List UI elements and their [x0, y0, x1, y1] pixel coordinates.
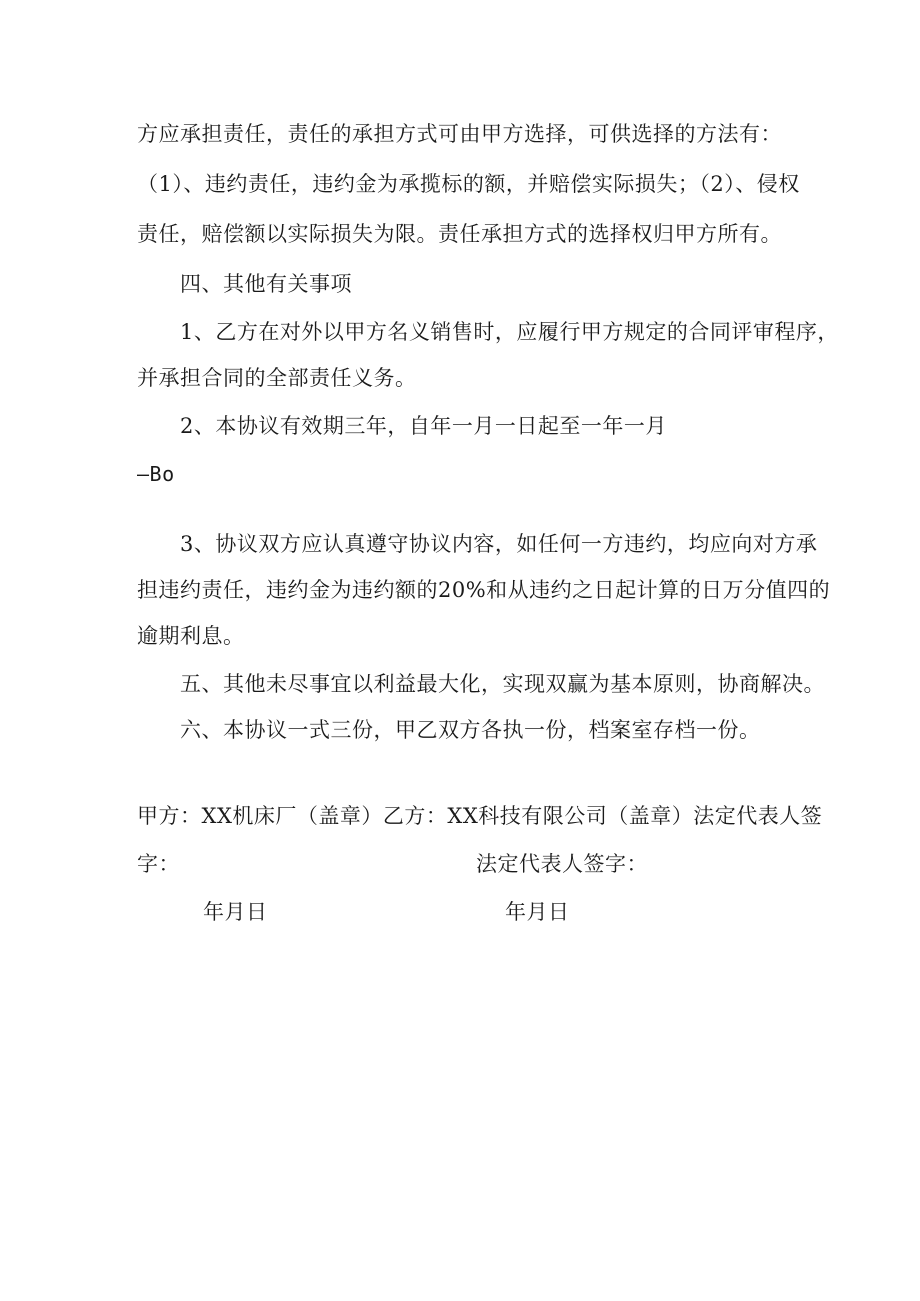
item-3-line-3: 逾期利息。	[137, 624, 245, 648]
signature-left-continuation: 字：	[137, 852, 180, 876]
item-3-line-2: 担违约责任，违约金为违约额的20%和从违约之日起计算的日万分值四的	[137, 578, 831, 602]
liability-paragraph-line-2: （1）、违约责任，违约金为承揽标的额，并赔偿实际损失；（2）、侵权	[137, 172, 800, 196]
signature-right-continuation: 法定代表人签字：	[476, 852, 648, 876]
date-left: 年月日	[203, 900, 268, 924]
section-4-heading: 四、其他有关事项	[180, 272, 352, 296]
liability-paragraph-line-3: 责任，赔偿额以实际损失为限。责任承担方式的选择权归甲方所有。	[137, 222, 782, 246]
item-2-continuation: —Bo	[137, 462, 175, 486]
signature-line: 甲方：XX机床厂（盖章）乙方：XX科技有限公司（盖章）法定代表人签	[137, 804, 823, 828]
date-right: 年月日	[505, 900, 570, 924]
item-1-line-1: 1、乙方在对外以甲方名义销售时，应履行甲方规定的合同评审程序，	[180, 320, 839, 344]
section-5-line: 五、其他未尽事宜以利益最大化，实现双赢为基本原则，协商解决。	[180, 672, 825, 696]
liability-paragraph-line-1: 方应承担责任，责任的承担方式可由甲方选择，可供选择的方法有：	[137, 122, 782, 146]
item-1-line-2: 并承担合同的全部责任义务。	[137, 366, 417, 390]
section-6-line: 六、本协议一式三份，甲乙双方各执一份，档案室存档一份。	[180, 718, 761, 742]
item-3-line-1: 3、协议双方应认真遵守协议内容，如任何一方违约，均应向对方承	[180, 532, 818, 556]
item-2-line: 2、本协议有效期三年，自年一月一日起至一年一月	[180, 414, 667, 438]
